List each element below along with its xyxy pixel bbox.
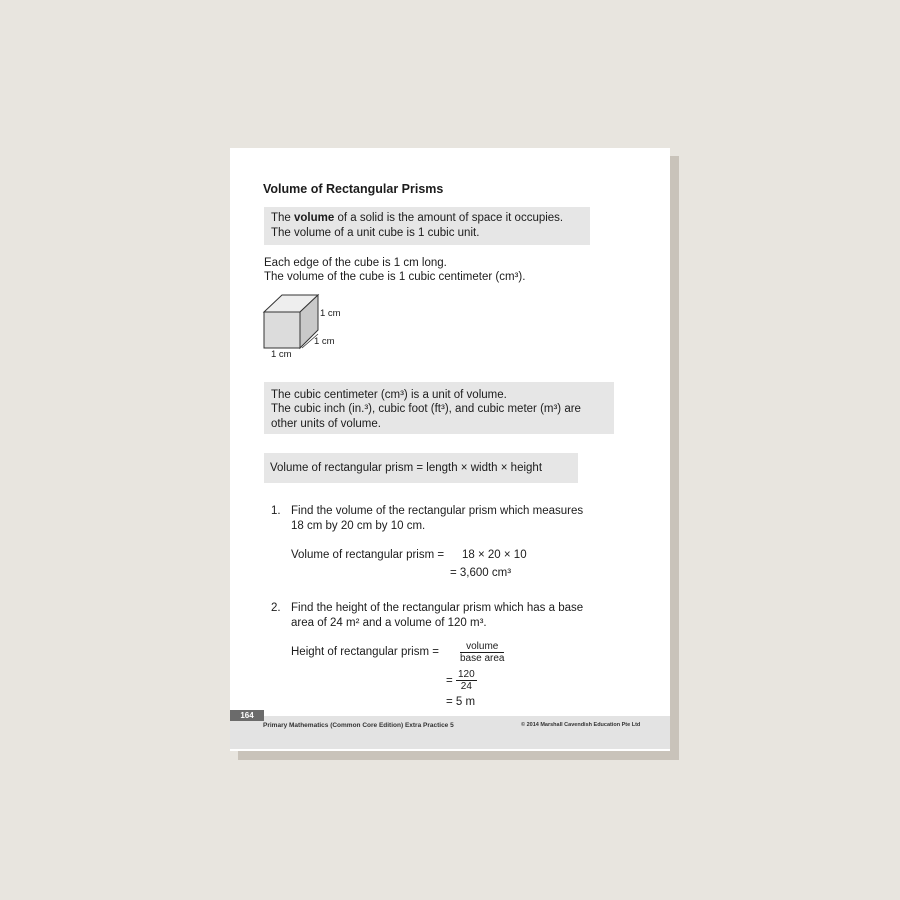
definition-post: of a solid is the amount of space it occupies. (334, 212, 564, 224)
fraction-2-numerator: 120 (458, 669, 475, 680)
definition-term: volume (294, 212, 335, 224)
example-1-number: 1. (271, 505, 281, 517)
fraction-2-denominator: 24 (460, 681, 472, 692)
worksheet-page (230, 148, 670, 751)
fraction-1-denominator: base area (460, 653, 505, 664)
book-title: Primary Mathematics (Common Core Edition) Extra Practice 5 (263, 722, 454, 729)
page-footer (230, 716, 670, 749)
example-2-result: = 5 m (446, 696, 476, 708)
units-line-3: other units of volume. (271, 418, 381, 430)
definition-line-1 (271, 211, 563, 226)
example-2-number: 2. (271, 602, 281, 614)
example-1-question-line-1: Find the volume of the rectangular prism which measures (291, 505, 584, 517)
formula-text: Volume of rectangular prism = length × width × height (270, 462, 543, 474)
units-line-1: The cubic centimeter (cm³) is a unit of volume. (271, 389, 507, 401)
section-title: Volume of Rectangular Prisms (263, 182, 444, 196)
example-1-question-line-2: 18 cm by 20 cm by 10 cm. (291, 520, 426, 532)
example-1-step-2: = 3,600 cm³ (450, 567, 512, 579)
cube-text-line-1: Each edge of the cube is 1 cm long. (264, 257, 447, 269)
example-2-question-line-1: Find the height of the rectangular prism which has a base (291, 602, 584, 614)
example-1-step-1: 18 × 20 × 10 (462, 549, 527, 561)
definition-line-2: The volume of a unit cube is 1 cubic unit. (271, 227, 480, 239)
fraction-1-numerator: volume (460, 641, 504, 653)
example-2-equals: = (446, 675, 453, 687)
page-number: 164 (230, 710, 264, 721)
example-2-question-line-2: area of 24 m² and a volume of 120 m³. (291, 617, 487, 629)
cube-width-label: 1 cm (271, 349, 292, 360)
example-2-work-label: Height of rectangular prism = (291, 646, 439, 658)
definition-pre: The (271, 212, 295, 224)
copyright: © 2014 Marshall Cavendish Education Pte Ltd (521, 722, 641, 728)
cube-height-label: 1 cm (320, 308, 341, 319)
fraction-120-over-24 (456, 669, 477, 692)
units-line-2: The cubic inch (in.³), cubic foot (ft³), and cubic meter (m³) are (271, 403, 581, 415)
example-1-work-label: Volume of rectangular prism = (291, 549, 445, 561)
cube-text-line-2: The volume of the cube is 1 cubic centimeter (cm³). (264, 271, 526, 283)
cube-depth-label: 1 cm (314, 336, 335, 347)
fraction-volume-over-base-area (460, 641, 504, 664)
